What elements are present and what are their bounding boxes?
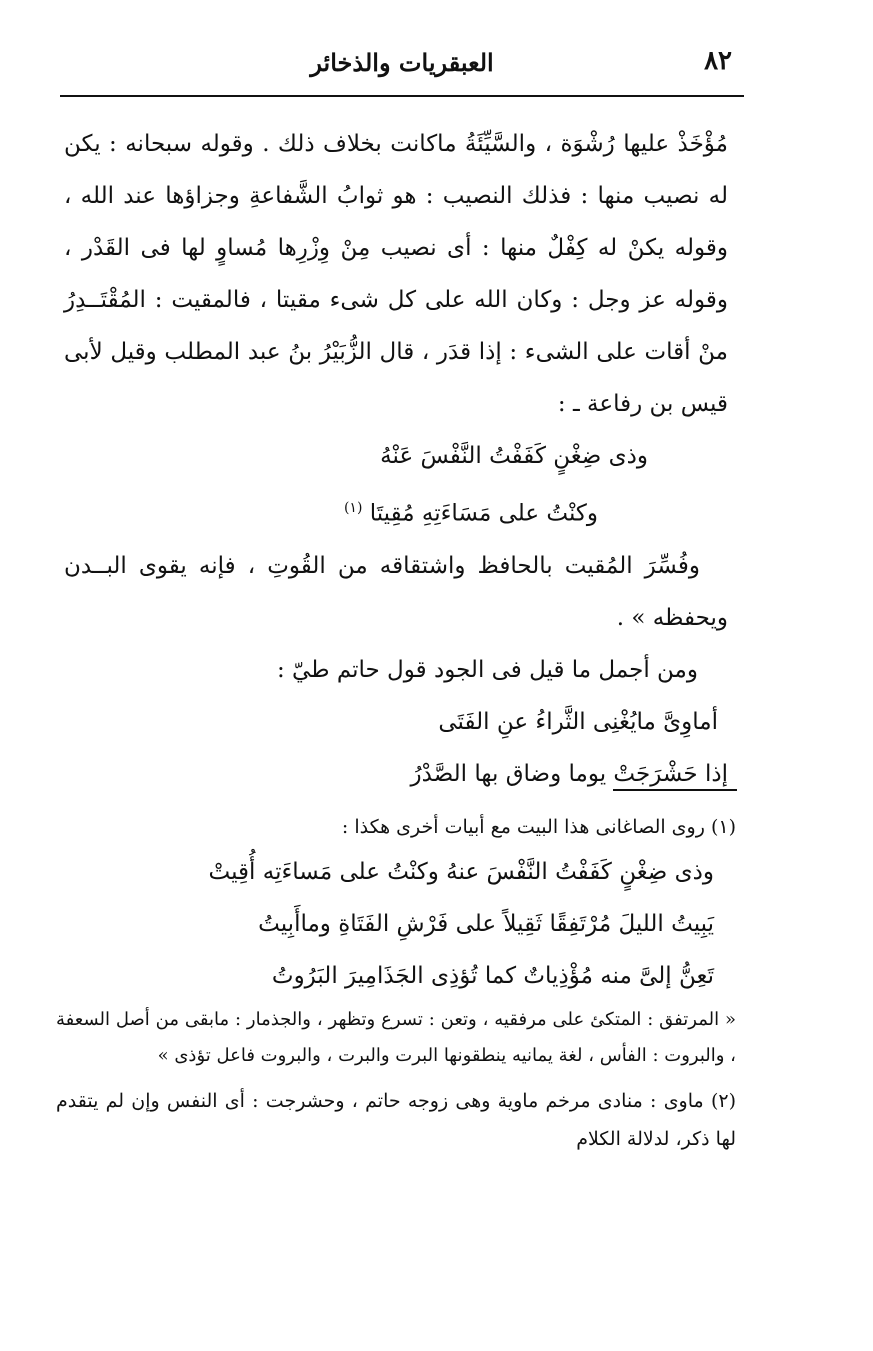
verse-1-first-hemistich: وذى ضِغْنٍ كَفَفْتُ النَّفْسَ عَنْهُ <box>380 443 648 469</box>
footnote-1-intro: (١) روى الصاغانى هذا البيت مع أبيات أخرى هكذا : <box>341 816 736 838</box>
footnote-1-verse-2: يَبِيتُ الليلَ مُرْتَفِقًا ثَقِيلاً على فَرْشِ الفَتَاةِ وماأَبِيتُ <box>258 911 714 937</box>
footnote-rule <box>613 789 737 791</box>
verse-2-first-hemistich: أماوِىَّ مايُغْنِى الثَّراءُ عنِ الفَتَى <box>438 708 718 735</box>
footnote-1-gloss: « المرتفق : المتكئ على مرفقيه ، وتعن : تسرع وتظهر ، والجذمار : مابقى من أصل السعفة ، والبروت : الفأس ، لغة يمانيه ينطقونها البرت والبرت ، والبروت فاعل تؤذى » <box>56 1009 736 1066</box>
page-number: ٨٢ <box>704 46 732 76</box>
running-title: العبقريات والذخائر <box>310 48 494 77</box>
verse-1b-text: وكنْتُ على مَسَاءَتِهِ مُقِيتَا <box>369 500 598 527</box>
footnote-2: (٢) ماوى : منادى مرخم ماوية وهى زوجه حاتم ، وحشرجت : أى النفس وإن لم يتقدم لها ذكر، لدلالة الكلام <box>56 1090 736 1150</box>
header-rule <box>60 95 744 97</box>
footnotes <box>56 808 736 1158</box>
paragraph-1: مُؤْخَذْ عليها رُشْوَة ، والسَّيِّئَةُ ماكانت بخلاف ذلك . وقوله سبحانه : يكن له نصيب منها : فذلك النصيب : هو ثوابُ الشَّفاعةِ وجزاؤها عند الله ، وقوله يكنْ له كِفْلٌ منها : أى نصيب مِنْ وِزْرِها مُساوٍ لها فى القَدْر ، وقوله عز وجل : وكان الله على كل شىء مقيتا ، فالمقيت : المُقْتَــدِرُ منْ أقات على الشىء : إذا قدَر ، قال الزُّبَيْرُ بنُ عبد المطلب وقيل لأبى قيس بن رفاعة ـ : <box>64 131 728 417</box>
footnote-1-verse-3: تَعِنُّ إلىَّ منه مُؤْذِياتٌ كما تُؤذِى الجَذَامِيرَ البَرُوتُ <box>271 963 714 989</box>
main-text <box>64 118 728 800</box>
footnote-1-verse-1: وذى ضِغْنٍ كَفَفْتُ النَّفْسَ عنهُ وكنْتُ على مَساءَتِه أُقِيتْ <box>208 859 714 885</box>
paragraph-3: ومن أجمل ما قيل فى الجود قول حاتم طيّ : <box>276 656 698 683</box>
paragraph-2: وفُسِّرَ المُقيت بالحافظ واشتقاقه من القُوتِ ، فإنه يقوى البــدن ويحفظه » . <box>64 552 728 631</box>
verse-1-second-hemistich <box>64 482 728 540</box>
page-header <box>62 44 742 94</box>
verse-2-second-hemistich: إذا حَشْرَجَتْ يوما وضاق بها الصَّدْرُ <box>410 760 728 787</box>
footnote-ref-1: (١) <box>343 500 363 516</box>
